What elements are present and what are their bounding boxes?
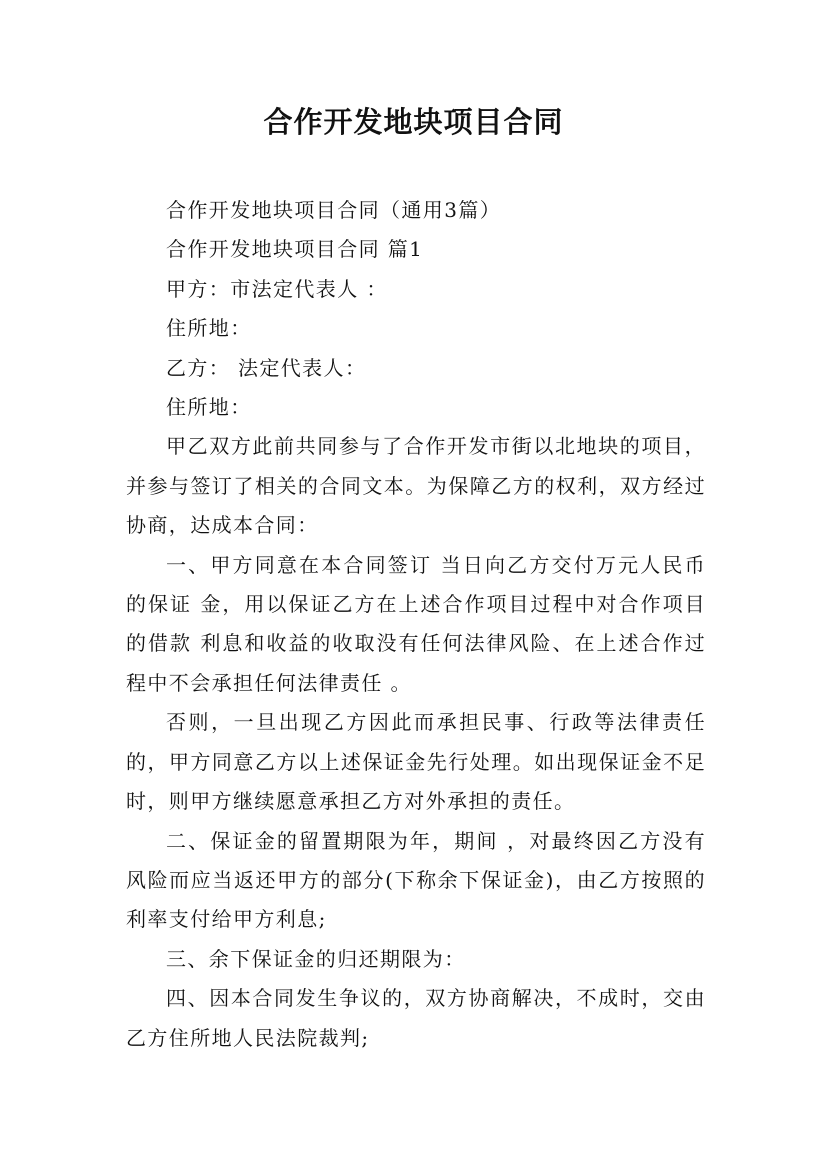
paragraph-clause-1: 一、甲方同意在本合同签订 当日向乙方交付万元人民币的保证 金，用以保证乙方在上述合作项目过程中对合作项目的借款 利息和收益的收取没有任何法律风险、在上述合作过程中不会承担任何法律责任 。 [126, 552, 706, 695]
paragraph-preamble: 甲乙双方此前共同参与了合作开发市街以北地块的项目，并参与签订了相关的合同文本。为保障乙方的权利，双方经过协商，达成本合同： [126, 434, 706, 538]
document-body [126, 191, 706, 1058]
paragraph-party-b: 乙方： 法定代表人： [166, 355, 367, 380]
paragraph-party-b-address: 住所地： [166, 395, 252, 420]
paragraph-section-heading: 合作开发地块项目合同 篇1 [166, 237, 424, 262]
paragraph-subtitle: 合作开发地块项目合同（通用3篇） [166, 198, 502, 222]
paragraph-clause-2: 二、保证金的留置期限为年，期间 ，对最终因乙方没有风险而应当返还甲方的部分(下称余下保证金)，由乙方按照的利率支付给甲方利息; [126, 828, 706, 932]
paragraph-clause-3: 三、余下保证金的归还期限为： [166, 946, 466, 971]
paragraph-clause-1-continued: 否则，一旦出现乙方因此而承担民事、行政等法律责任的，甲方同意乙方以上述保证金先行处理。如出现保证金不足时，则甲方继续愿意承担乙方对外承担的责任。 [126, 710, 706, 814]
paragraph-clause-4: 四、因本合同发生争议的，双方协商解决，不成时，交由乙方住所地人民法院裁判; [126, 986, 706, 1050]
paragraph-party-a-address: 住所地： [166, 316, 252, 341]
document-title: 合作开发地块项目合同 [263, 105, 564, 139]
paragraph-party-a: 甲方：市法定代表人 ： [166, 276, 388, 301]
